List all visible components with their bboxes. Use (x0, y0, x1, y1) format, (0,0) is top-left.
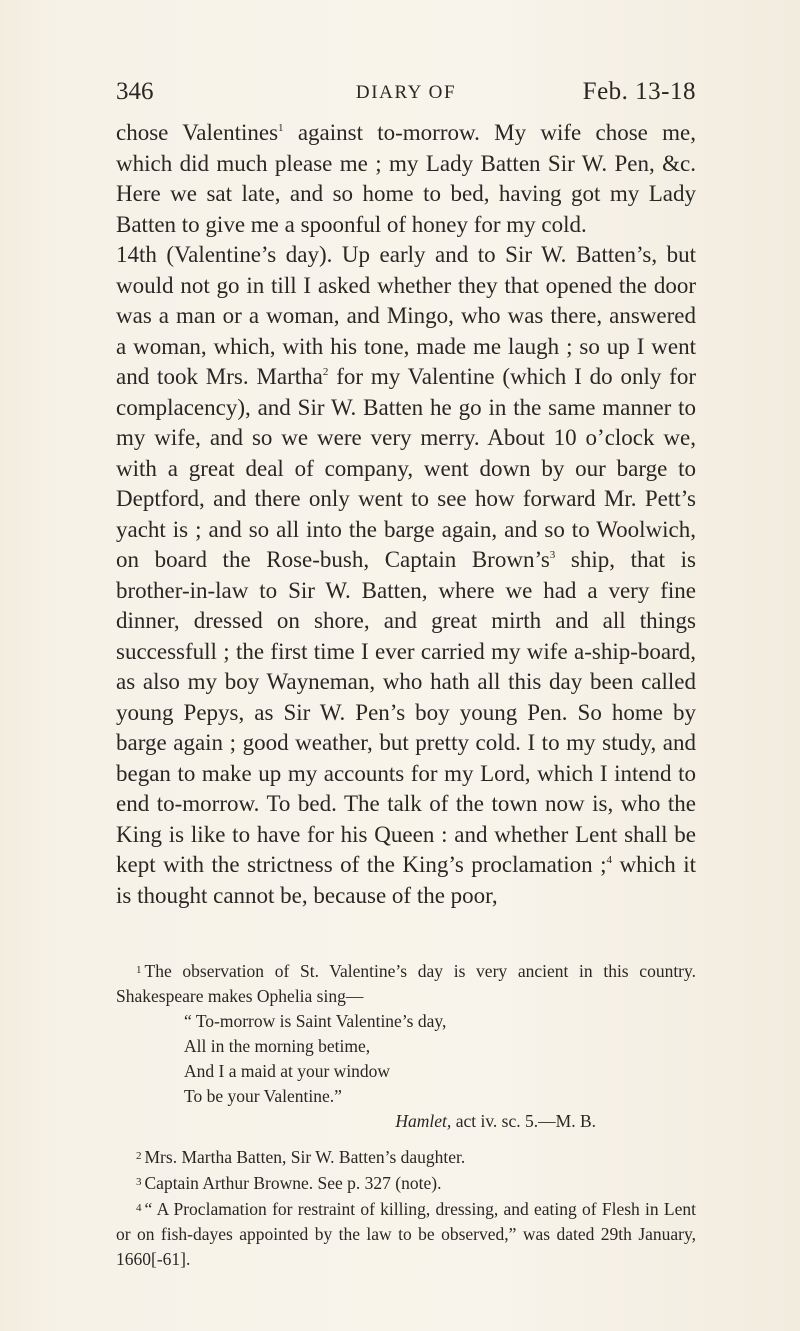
footnote-mark: 1 (136, 964, 142, 976)
text-run: which it is thought cannot be, because of the poor, (116, 852, 696, 908)
running-head: DIARY OF (355, 82, 457, 103)
footnote-text: Captain Arthur Browne. See p. 327 (note). (144, 1173, 442, 1193)
verse-line: All in the morning betime, (184, 1036, 371, 1056)
footnote-mark: 4 (136, 1202, 142, 1214)
verse-line: “ To-morrow is Saint Valentine’s day, (184, 1011, 447, 1031)
verse-line: And I a maid at your window (184, 1061, 391, 1081)
text-run: against to-morrow. My wife chose me, which did much please me ; my Lady Batten Sir W. Pen, &c. Here we sat late, and so home to bed, having got my Lady Batten to give me a spoonful of honey for my cold. (116, 120, 697, 237)
verse-attribution (184, 1109, 624, 1134)
paragraph (116, 118, 696, 240)
footnote-1 (116, 958, 696, 1009)
footnote-ref: 2 (322, 366, 329, 378)
page-header (116, 78, 696, 110)
attribution-text: act iv. sc. 5.—M. B. (451, 1111, 596, 1131)
footnote-mark: 3 (136, 1176, 142, 1188)
text-run: 14th (Valentine’s day). Up early and to Sir W. Batten’s, but would not go in till I asked whether they that opened the door was a man or a woman, and Mingo, who was there, answered a woman, which, with his tone, made me laugh ; so up I went and took Mrs. Martha (116, 242, 696, 389)
footnote-mark: 2 (136, 1150, 142, 1162)
page-number: 346 (116, 78, 154, 105)
work-title: Hamlet, (395, 1111, 452, 1131)
text-run: chose Valentines (116, 120, 279, 145)
text-run: for my Valentine (which I do only for complacency), and Sir W. Batten he go in the same manner to my wife, and so we were very merry. About 10 o’clock we, with a great deal of company, went down by our barge to Deptford, and there only went to see how forward Mr. Pett’s yacht is ; and so all into the barge again, and so to Woolwich, on board the Rose-bush, Captain Brown’s (116, 364, 696, 572)
diary-text (116, 118, 696, 911)
footnote-4 (116, 1196, 696, 1272)
verse-quote (184, 1009, 624, 1134)
footnote-text: “ A Proclamation for restraint of killing, dressing, and eating of Flesh in Lent or on fish-dayes appointed by the law to be observed,” was dated 29th January, 1660[-61]. (116, 1199, 696, 1269)
text-run: ship, that is brother-in-law to Sir W. Batten, where we had a very fine dinner, dressed on shore, and great mirth and all things successfull ; the first time I ever carried my wife a-ship-board, as also my boy Wayneman, who hath all this day been called young Pepys, as Sir W. Pen’s boy young Pen. So home by barge again ; good weather, but pretty cold. I to my study, and began to make up my accounts for my Lord, which I intend to end to-morrow. To bed. The talk of the town now is, who the King is like to have for his Queen : and whether Lent shall be kept with the strictness of the King’s proclamation ; (116, 547, 696, 877)
footnote-3 (116, 1170, 696, 1196)
date-range: Feb. 13-18 (582, 78, 696, 105)
footnote-text: The observation of St. Valentine’s day is very ancient in this country. Shakespeare makes Ophelia sing— (116, 961, 696, 1006)
verse-line: To be your Valentine.” (184, 1086, 342, 1106)
paragraph (116, 240, 696, 911)
footnote-2 (116, 1144, 696, 1170)
footnote-ref: 3 (549, 549, 556, 561)
footnote-ref: 4 (606, 854, 612, 866)
footnote-ref: 1 (278, 122, 284, 134)
footnote-text: Mrs. Martha Batten, Sir W. Batten’s daughter. (144, 1147, 466, 1167)
footnotes (116, 958, 696, 1272)
